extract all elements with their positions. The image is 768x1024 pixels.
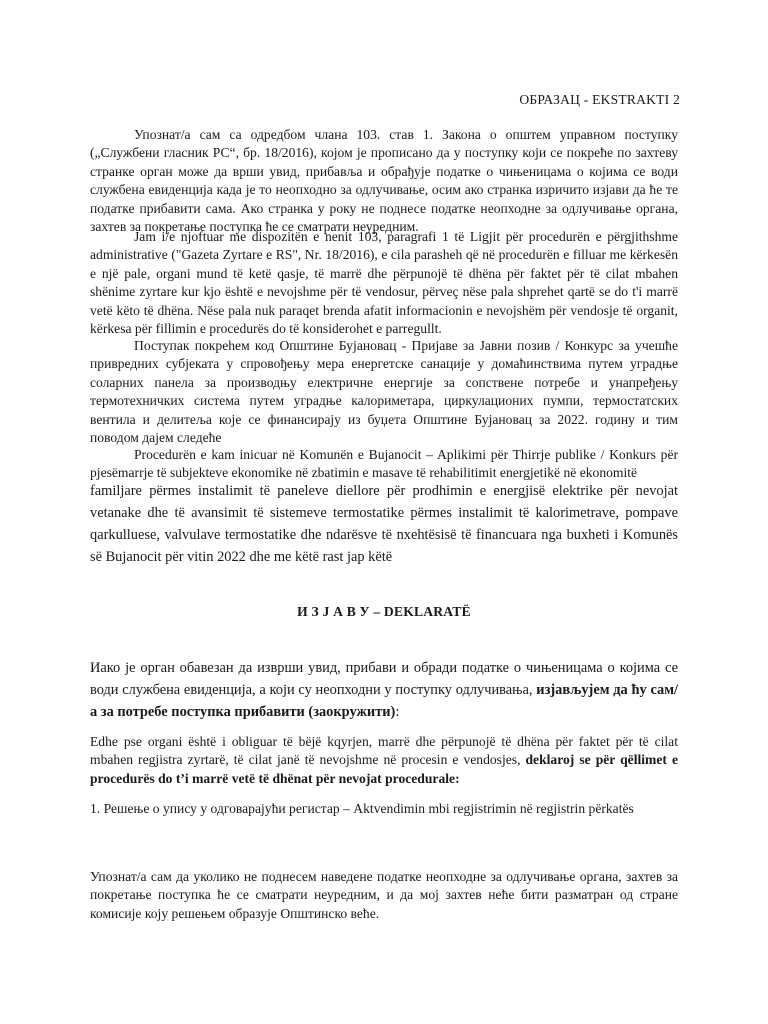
paragraph-legal-notice-albanian: Jam i/e njoftuar me dispozitën e nenit 103, paragrafi 1 të Ligjit për procedurën e përgjithshme administrative ("Gazeta Zyrtare e RS", Nr. 18/2016), e cila parasheh që në procedurën e filluar me kërkesën e një pale, organi mund të ketë qasje, të marrë dhe përpunojë të dhëna për faktet për të cilat mbahen shënime zyrtare kur kjo është e nevojshme për të vendosur, përveç nëse pala shprehet qartë se do t'i marrë vetë këto të dhëna. Nëse pala nuk paraqet brenda afatit informacionin e nevojshëm për vendosje të organit, kërkesa për fillimin e procedurës do të konsiderohet e parregullt. [90,229,678,337]
paragraph-legal-notice-serbian: Упознат/а сам са одредбом члана 103. став 1. Закона о општем управном поступку („Службени гласник РС“, бр. 18/2016), којом је прописано да у поступку који се покреће по захтеву странке орган може да врши увид, прибавља и обрађује податке о чињеницама о којима се води службена евиденција када је то неопходно за одлучивање, осим ако странка изричито изјави да ће те податке прибавити сама. Ако странка у року не поднесе податке неопходне за одлучивање органа, захтев за покретање поступка ће се сматрати неуредним. [90,127,678,235]
statement-albanian-text: Edhe pse organi është i obliguar të bëjë kqyrjen, marrë dhe përpunojë të dhëna për faktet për të cilat mbahen regjistra zyrtarë, të cilat janë të nevojshme në procesin e vendosjes, [90,734,678,768]
statement-serbian [90,657,678,723]
statement-albanian [90,733,678,788]
document-list-item: 1. Решење о упису у одговарајући регистар – Aktvendimin mbi regjistrimin në regjistrin përkatës [90,801,634,816]
closing-statement: Упознат/а сам да уколико не поднесем наведене податке неопходне за одлучивање органа, захтев за покретање поступка ће се сматрати неуредним, и да мој захтев неће бити разматран од стране комисије коју решењем образује Општинско веће. [90,869,678,921]
statement-serbian-bold: изјављујем да ћу сам/а за потребе поступка прибавити (заокружити) [90,682,679,720]
statement-serbian-end: : [395,704,400,720]
declaration-title: И З Ј А В У – DEKLARATË [297,604,471,619]
paragraph-procedure-albanian-intro: Procedurën e kam inicuar në Komunën e Bujanocit – Aplikimi për Thirrje publike / Konkurs për pjesëmarrje të subjekteve ekonomike në zbatimin e masave të rehabilitimit energjetikë në ekonomitë [90,447,678,481]
form-label: ОБРАЗАЦ - EKSTRAKTI 2 [519,92,680,107]
paragraph-procedure-albanian-body: familjare përmes instalimit të paneleve diellore për prodhimin e energjisë elektrike për nevojat vetanake dhe të avansimit të sistemeve termostatike përmes instalimit të kalorimetrave, pompave qarkulluese, valvulave termostatike dhe ndarësve të nxehtësisë të financuara nga buxheti i Komunës së Bujanocit për vitin 2022 dhe me këtë rast jap këtë [90,483,678,565]
paragraph-procedure-serbian: Поступак покреһем код Општине Бујановац - Пријаве за Јавни позив / Конкурс за учешће привредних субјеката у спровођењу мера енергетске санације у домаћинствима путем уградње соларних панела за производњу електричне енергије за сопствене потребе и унапређењу термотехничких система путем уградње калориметара, циркулационих пумпи, термостатских вентила и делитеља које се финансирају из буџета Општине Бујановац за 2022. годину и тим поводом дајем следеће [90,338,678,446]
statement-serbian-text: Иако је орган обавезан да изврши увид, прибави и обради податке о чињеницама о којима се води службена евиденција, а који су неопходни у поступку одлучивања, [90,660,678,698]
statement-albanian-bold: deklaroj se për qëllimet e procedurës do t’i marrë vetë të dhënat për nevojat procedurale: [90,752,678,786]
